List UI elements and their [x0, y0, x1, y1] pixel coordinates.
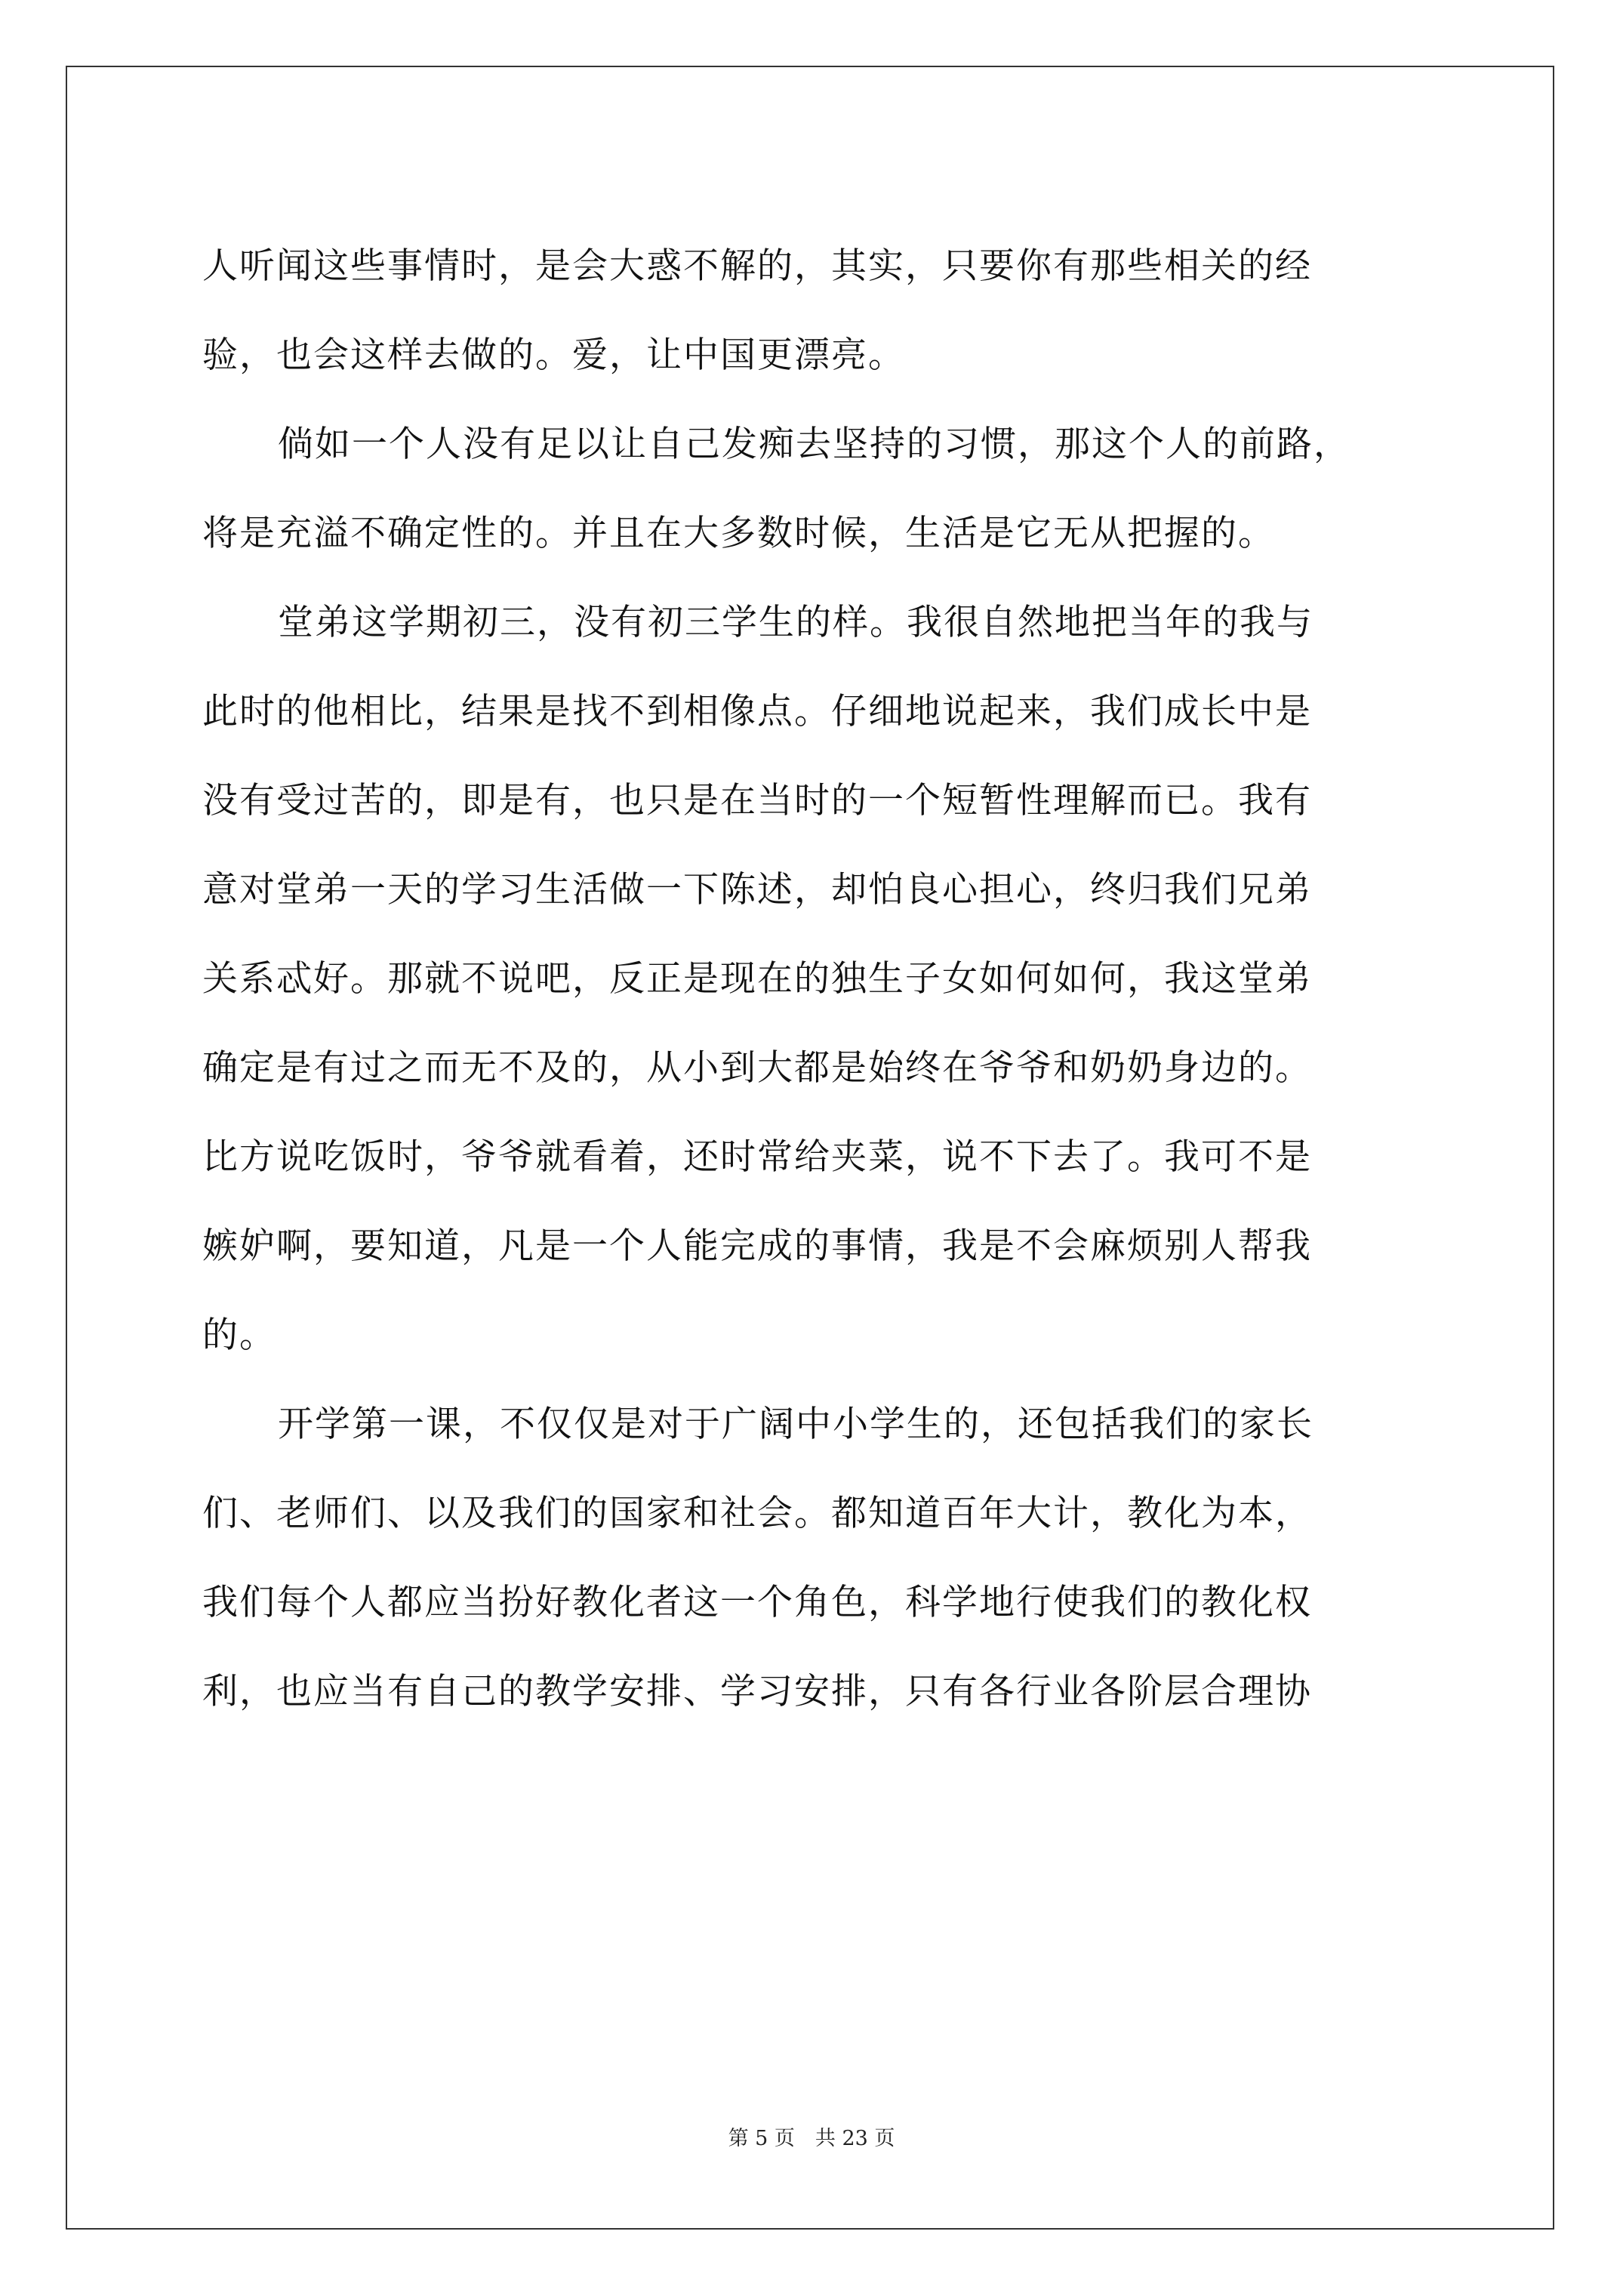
text-line: 关系忒好。那就不说吧，反正是现在的独生子女如何如何，我这堂弟 [202, 958, 1312, 1000]
text-line: 比方说吃饭时，爷爷就看着，还时常给夹菜，说不下去了。我可不是 [202, 1136, 1312, 1178]
paragraph-3 [202, 578, 1425, 1380]
text-line: 倘如一个人没有足以让自己发痴去坚持的习惯，那这个人的前路， [278, 424, 1350, 465]
text-line: 的。 [202, 1314, 276, 1356]
paragraph-4 [202, 1380, 1425, 1737]
text-line: 验，也会这样去做的。爱，让中国更漂亮。 [202, 334, 905, 376]
text-line: 此时的他相比，结果是找不到相像点。仔细地说起来，我们成长中是 [202, 691, 1312, 732]
text-line: 将是充溢不确定性的。并且在大多数时候，生活是它无从把握的。 [202, 513, 1275, 554]
text-line: 利，也应当有自己的教学安排、学习安排，只有各行业各阶层合理协 [202, 1671, 1312, 1712]
paragraph-2 [202, 400, 1425, 578]
text-line: 开学第一课，不仅仅是对于广阔中小学生的，还包括我们的家长 [278, 1404, 1313, 1445]
text-line: 人听闻这些事情时，是会大惑不解的，其实，只要你有那些相关的经 [202, 245, 1312, 287]
text-line: 确定是有过之而无不及的，从小到大都是始终在爷爷和奶奶身边的。 [202, 1047, 1312, 1089]
page-number-footer: 第 5 页 共 23 页 [728, 2127, 895, 2150]
text-line: 们、老师们、以及我们的国家和社会。都知道百年大计，教化为本， [202, 1493, 1312, 1534]
text-line: 没有受过苦的，即是有，也只是在当时的一个短暂性理解而已。我有 [202, 780, 1312, 821]
text-line: 意对堂弟一天的学习生活做一下陈述，却怕良心担心，终归我们兄弟 [202, 869, 1312, 911]
document-body [202, 222, 1425, 1737]
text-line: 嫉妒啊，要知道，凡是一个人能完成的事情，我是不会麻烦别人帮我 [202, 1225, 1312, 1267]
text-line: 堂弟这学期初三，没有初三学生的样。我很自然地把当年的我与 [278, 602, 1313, 643]
text-line: 我们每个人都应当扮好教化者这一个角色，科学地行使我们的教化权 [202, 1582, 1312, 1623]
paragraph-1 [202, 222, 1425, 400]
